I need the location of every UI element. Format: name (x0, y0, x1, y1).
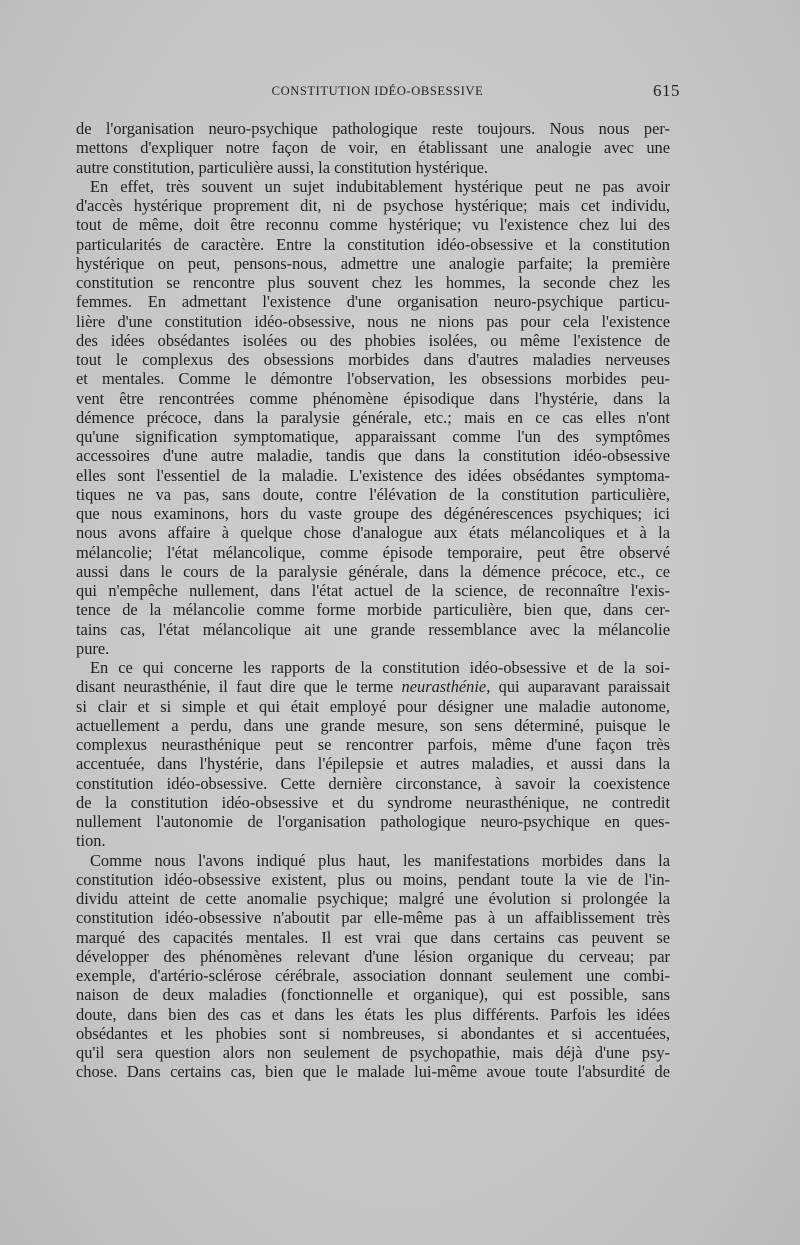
body-text (76, 119, 670, 1082)
text-line: tout de même, doit être reconnu comme hystérique; vu l'existence chez lui des (76, 215, 670, 235)
text-line: tence de la mélancolie comme forme morbide particulière, bien que, dans cer- (76, 600, 670, 620)
text-line: constitution idéo-obsessive n'aboutit par elle-même pas à un affaiblissement très (76, 908, 670, 928)
text-line: nous avons affaire à quelque chose d'analogue aux états mélancoliques et à la (76, 523, 670, 543)
text-line: Comme nous l'avons indiqué plus haut, les manifestations morbides dans la (90, 850, 670, 870)
text-line: accentuée, dans l'hystérie, dans l'épilepsie et autres maladies, et aussi dans la (76, 754, 670, 774)
text-line: marqué des capacités mentales. Il est vrai que dans certains cas peuvent se (76, 927, 670, 947)
text-line: développer des phénomènes relevant d'une lésion organique du cerveau; par (76, 946, 670, 966)
text-line: mettons d'expliquer notre façon de voir, en établissant une analogie avec une (76, 138, 670, 158)
text-line: naison de deux maladies (fonctionnelle et organique), qui est possible, sans (76, 985, 670, 1005)
text-line: complexus neurasthénique peut se rencontrer parfois, même d'une façon très (76, 735, 670, 754)
text-line: accessoires d'une autre maladie, tandis que dans la constitution idéo-obsessive (76, 446, 670, 466)
text-line: nullement l'autonomie de l'organisation pathologique neuro-psychique en ques- (76, 812, 670, 831)
italic-term: neurasthénie, (401, 677, 491, 697)
text-line: mélancolie; l'état mélancolique, comme épisode temporaire, peut être observé (76, 542, 670, 562)
text-line: tion. (76, 831, 106, 851)
text-line: exemple, d'artério-sclérose cérébrale, association donnant seulement une combi- (76, 966, 670, 985)
text-line: femmes. En admettant l'existence d'une organisation neuro-psychique particu- (76, 292, 670, 312)
text-line: dividu atteint de cette anomalie psychique; malgré une évolution si prolongée la (76, 889, 670, 908)
text-line: si clair et si simple et qui était employé pour désigner une maladie autonome, (76, 696, 670, 716)
page-header (75, 82, 680, 102)
text-line-with-italic (76, 677, 670, 696)
text-line: autre constitution, particulière aussi, la constitution hystérique. (76, 157, 488, 177)
text-line: En ce qui concerne les rapports de la constitution idéo-obsessive et de la soi- (90, 658, 670, 677)
text-line: que nous examinons, hors du vaste groupe des dégénérescences psychiques; ici (76, 504, 670, 523)
text-line: obsédantes et les phobies sont si nombreuses, si abondantes et si accentuées, (76, 1023, 670, 1043)
text-line: tains cas, l'état mélancolique ait une grande ressemblance avec la mélancolie (76, 619, 670, 639)
text-line: constitution idéo-obsessive. Cette dernière circonstance, à savoir la coexistence (76, 773, 670, 793)
page-number: 615 (653, 81, 680, 100)
text-line: vent être rencontrées comme phénomène épisodique dans l'hystérie, dans la (76, 388, 670, 408)
text-segment: qui auparavant paraissait (490, 677, 670, 697)
text-line: et mentales. Comme le démontre l'observation, les obsessions morbides peu- (76, 369, 670, 389)
running-title: CONSTITUTION IDÉO-OBSESSIVE (271, 84, 484, 98)
text-line: elles sont l'essentiel de la maladie. L'existence des idées obsédantes symptoma- (76, 465, 670, 485)
text-line: hystérique on peut, pensons-nous, admettre une analogie parfaite; la première (76, 253, 670, 273)
text-segment: disant neurasthénie, il faut dire que le terme (76, 677, 402, 697)
text-line: des idées obsédantes isolées ou des phobies isolées, ou même l'existence de (76, 330, 670, 350)
text-line: constitution se rencontre plus souvent chez les hommes, la seconde chez les (76, 273, 670, 292)
text-line: pure. (76, 638, 110, 658)
text-line: qui n'empêche nullement, dans l'état actuel de la science, de reconnaître l'exis- (76, 581, 670, 600)
text-line: constitution idéo-obsessive existent, plus ou moins, pendant toute la vie de l'in- (76, 869, 670, 889)
text-line: de la constitution idéo-obsessive et du syndrome neurasthénique, ne contredit (76, 792, 670, 812)
text-line: aussi dans le cours de la paralysie générale, dans la démence précoce, etc., ce (76, 561, 670, 581)
text-line: doute, dans bien des cas et dans les états les plus différents. Parfois les idées (76, 1004, 670, 1024)
text-line: En effet, très souvent un sujet indubitablement hystérique peut ne pas avoir (90, 176, 670, 196)
text-line: actuellement a perdu, dans une grande mesure, son sens déterminé, puisque le (76, 715, 670, 735)
text-line: lière d'une constitution idéo-obsessive, nous ne nions pas pour cela l'existence (76, 311, 670, 331)
text-line: démence précoce, dans la paralysie générale, etc.; mais en ce cas elles n'ont (76, 407, 670, 427)
text-line: tiques ne va pas, sans doute, contre l'élévation de la constitution particulière, (76, 484, 670, 504)
text-line: de l'organisation neuro-psychique pathologique reste toujours. Nous nous per- (76, 119, 670, 138)
text-line: tout le complexus des obsessions morbides dans d'autres maladies nerveuses (76, 350, 670, 369)
text-line: qu'il sera question alors non seulement de psychopathie, mais déjà d'une psy- (76, 1043, 670, 1062)
text-line: chose. Dans certains cas, bien que le malade lui-même avoue toute l'absurdité de (76, 1062, 670, 1082)
text-line: qu'une signification symptomatique, apparaissant comme l'un des symptômes (76, 427, 670, 446)
text-line: particularités de caractère. Entre la constitution idéo-obsessive et la constitution (76, 234, 670, 254)
text-line: d'accès hystérique proprement dit, ni de psychose hystérique; mais cet individu, (76, 196, 670, 215)
